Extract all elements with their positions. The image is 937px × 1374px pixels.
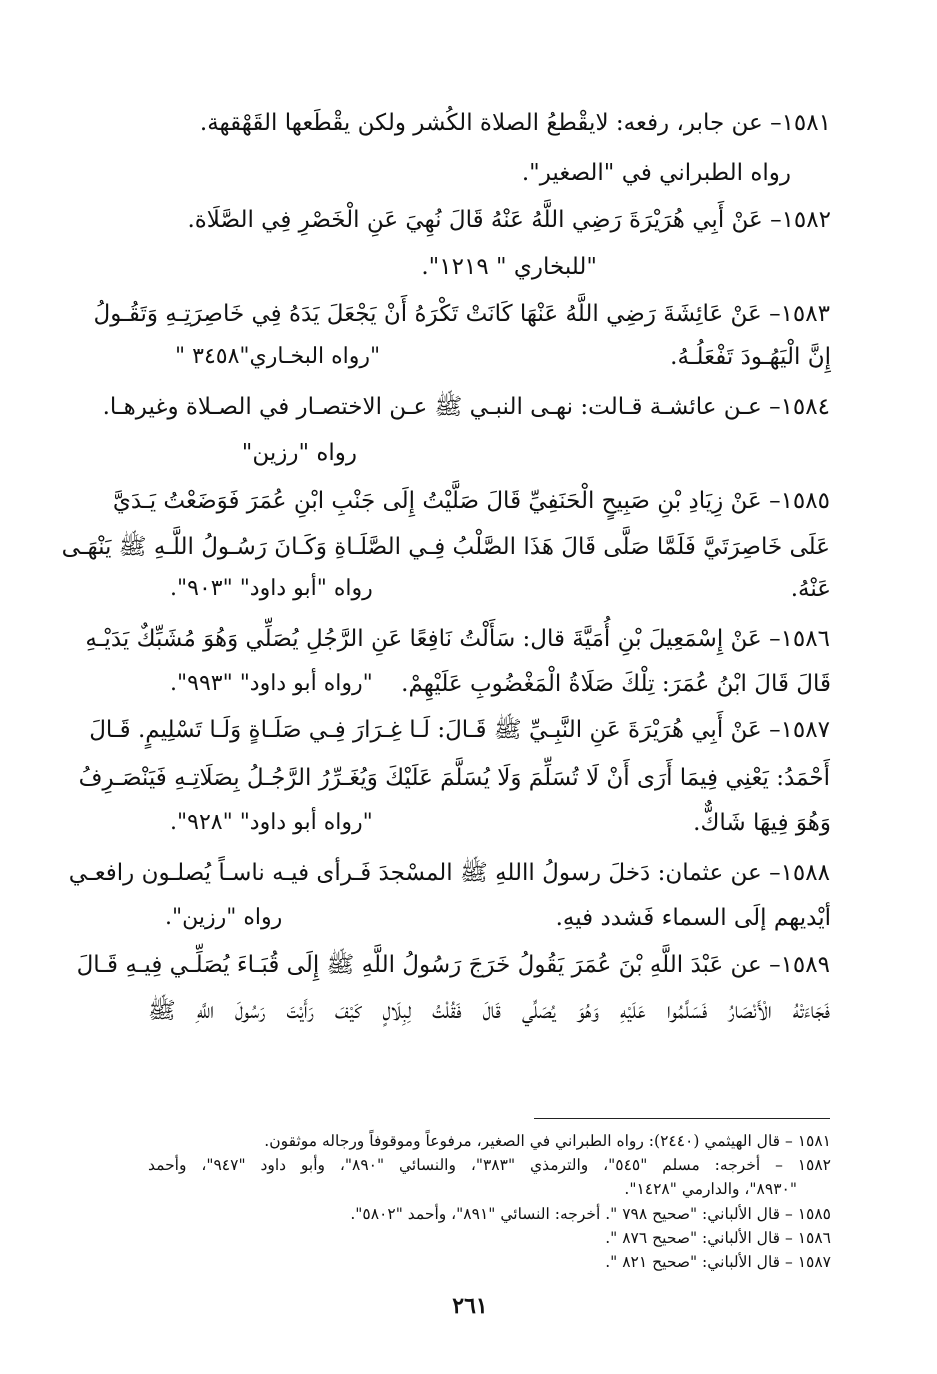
footnote-1582-continued: "٨٩٣٠"، والدارمي "١٤٢٨". (624, 1180, 797, 1198)
hadith-1587-line-1: ١٥٨٧– عَنْ أَبِي هُرَيْرَةَ عَنِ النَّبِـيِّ ﷺ قَـالَ: لَـا غِـرَارَ فِـي صَلَـاةٍ وَلَـا تَسْلِيمٍ. قَـالَ (89, 717, 830, 743)
footnote-1586: ١٥٨٦ – قال الألباني: "صحيح ٨٧٦ ". (605, 1229, 831, 1247)
footnote-1581: ١٥٨١ – قال الهيثمي (٢٤٤٠): رواه الطبراني في الصغير، مرفوعاً وموقوفاً ورجاله موثقون. (264, 1132, 831, 1150)
footnote-1585: ١٥٨٥ – قال الألباني: "صحيح ٧٩٨ ". أخرجه: النسائي "٨٩١"، وأحمد "٥٨٠٢". (350, 1205, 831, 1223)
footnote-1582: ١٥٨٢ – أخرجه: مسلم "٥٤٥"، والترمذي "٣٨٣"، والنسائي "٨٩٠"، وأبو داود "٩٤٧"، وأحمد (148, 1156, 831, 1174)
hadith-1586-line-1: ١٥٨٦– عَنْ إِسْمَعِيلَ بْنِ أُمَيَّةَ قال: سَأَلْتُ نَافِعًا عَنِ الرَّجُلِ يُصَلِّي وَهُوَ مُشَبِّكٌ يَدَيْـهِ (85, 626, 830, 652)
hadith-1587-line-2: أَحْمَدُ: يَعْنِي فِيمَا أَرَى أَنْ لَا تُسَلِّمَ وَلَا يُسَلَّمَ عَلَيْكَ وَيُغَـرِّرُ الرَّجُـلُ بِصَلَاتِـهِ فَيَنْصَـرِفُ (78, 765, 830, 791)
hadith-1585-source: رواه "أبو داود" "٩٠٣". (170, 576, 373, 601)
hadith-1583-line-1: ١٥٨٣– عَنْ عَائِشَةَ رَضِي اللَّهُ عَنْهَا كَانَتْ تَكْرَهُ أَنْ يَجْعَلَ يَدَهُ فِي خَاصِرَتِـهِ وَتَقُـولُ (93, 301, 830, 327)
hadith-1584-source: رواه "رزين" (241, 440, 357, 466)
hadith-1588-line-1: ١٥٨٨– عن عثمان: دَخلَ رسولُ االلهِ ﷺ المسْجدَ فَـرأى فيـه ناسـاً يُصلـون رافعـي (68, 860, 830, 886)
hadith-1582-source: "للبخاري " ١٢١٩". (421, 254, 597, 280)
hadith-1584-line-1: ١٥٨٤– عـن عائشـة قـالت: نهـى النبـي ﷺ عـن الاختصـار في الصـلاة وغيرهـا. (102, 394, 830, 420)
footnote-separator (534, 1118, 830, 1119)
hadith-1588-line-2: أيْديهم إلَى السماء فَشدد فيهِ. (555, 905, 831, 931)
hadith-1588-source: رواه "رزين". (165, 905, 283, 930)
hadith-1586-line-2: قَالَ قَالَ ابْنُ عُمَرَ: تِلْكَ صَلَاةُ الْمَغْضُوبِ عَلَيْهِمْ. (401, 671, 831, 697)
hadith-1583-line-2: إِنَّ الْيَهُـودَ تَفْعَلُـهُ. (670, 344, 831, 370)
hadith-1583-source: "رواه البخـاري"٣٤٥٨ " (175, 344, 381, 369)
hadith-1585-line-1: ١٥٨٥– عَنْ زِيَادِ بْنِ صَبِيحٍ الْحَنَفِيِّ قَالَ صَلَّيْتُ إِلَى جَنْبِ ابْنِ عُمَرَ فَوَضَعْتُ يَـدَيَّ (112, 488, 830, 514)
footnote-1587: ١٥٨٧ – قال الألباني: "صحيح ٨٢١ ". (605, 1253, 831, 1271)
hadith-1585-line-2: عَلَى خَاصِرَتَيَّ فَلَمَّا صَلَّى قَالَ هَذَا الصَّلْبُ فِـي الصَّلَـاةِ وَكَـانَ رَسُـولُ اللَّـهِ ﷺ يَنْهَـى (61, 534, 830, 560)
hadith-1585-line-3: عَنْهُ. (790, 576, 831, 602)
hadith-1581-line-1: ١٥٨١– عن جابر، رفعه: لايقْطعُ الصلاة الكُشر ولكن يقْطَعها القَهْقهة. (199, 110, 831, 136)
hadith-1582-line-1: ١٥٨٢– عَنْ أَبِي هُرَيْرَةَ رَضِي اللَّهُ عَنْهُ قَالَ نُهِيَ عَنِ الْخَصْرِ فِي الصَّلَاة. (187, 207, 831, 233)
hadith-1587-source: "رواه أبو داود" "٩٢٨". (170, 810, 373, 835)
hadith-1589-line-1: ١٥٨٩– عن عَبْدَ اللَّهِ بْنَ عُمَرَ يَقُولُ خَرَجَ رَسُولُ اللَّهِ ﷺ إِلَى قُبَـاءَ يُصَلِّـي فِيـهِ قَـالَ (76, 952, 830, 978)
page-number: ٢٦١ (452, 1293, 488, 1319)
hadith-1581-source: رواه الطبراني في "الصغير". (521, 160, 791, 186)
hadith-1586-source: "رواه أبو داود" "٩٩٣". (170, 671, 373, 696)
hadith-1589-line-2: فَجَاءَتْهُ الْأَنْصَارُ فَسَلَّمُوا عَلَيْهِ وَهُوَ يُصَلِّي قَالَ فَقُلْتُ لِبِلَالٍ كَيْفَ رَأَيْتَ رَسُولَ اللَّهِ ﷺ (148, 998, 830, 1024)
hadith-1587-line-3: وَهُوَ فِيهَا شَاكٌّ. (693, 810, 831, 836)
